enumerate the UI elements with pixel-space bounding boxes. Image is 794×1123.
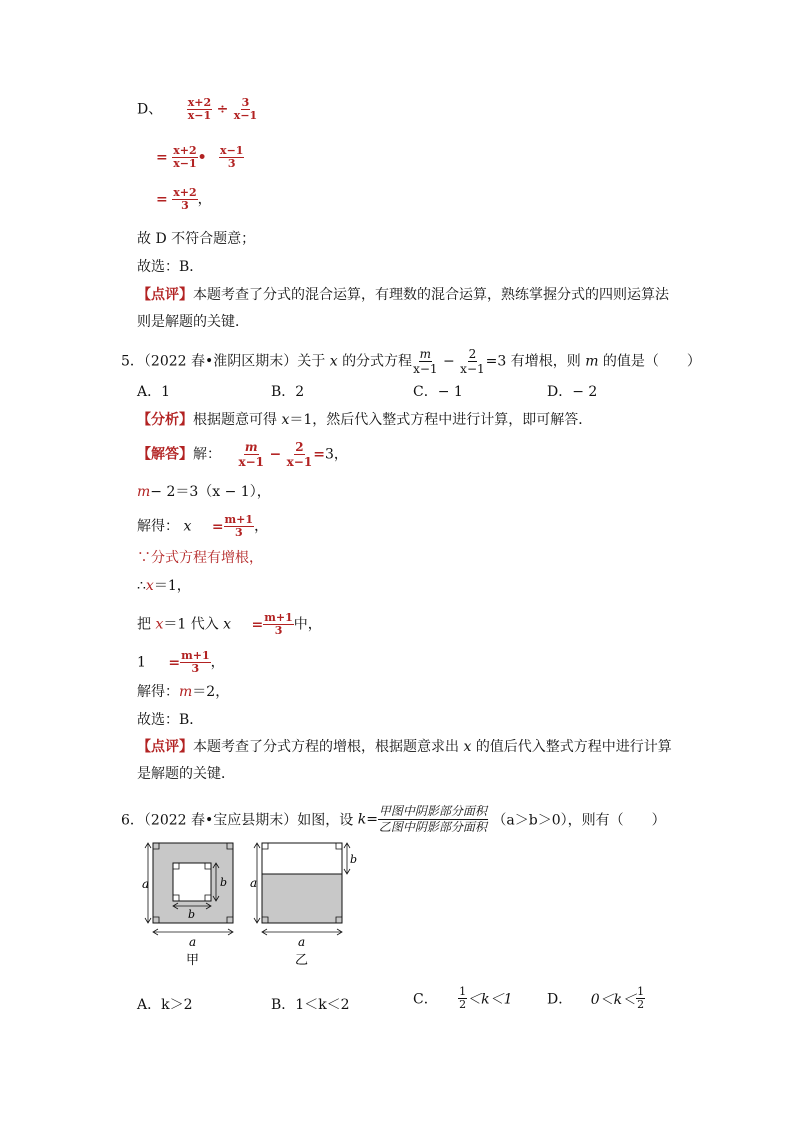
comment-tag: 【点评】 — [137, 287, 193, 303]
fraction: $\frac{x+2}{x-1}$ — [187, 96, 212, 122]
q6-option-c[interactable]: C． $\frac{1}{2}$ ＜k＜1 — [413, 985, 513, 1011]
q5-because: ∵分式方程有增根， — [137, 550, 263, 566]
q6-option-a[interactable]: A．k＞2 — [137, 997, 193, 1013]
q5-therefore: ∴x＝1， — [137, 578, 191, 594]
q5-option-b[interactable]: B．2 — [271, 384, 305, 400]
q5-option-a[interactable]: A．1 — [137, 384, 171, 400]
fig2-label-b: b — [350, 853, 358, 866]
fig1-label-a-left: a — [142, 877, 150, 891]
q6-option-b[interactable]: B．1＜k＜2 — [271, 997, 350, 1013]
q5-option-d[interactable]: D．− 2 — [547, 384, 598, 400]
q5-comment: 【点评】本题考查了分式方程的增根，根据题意求出 x 的值后代入整式方程中进行计算 — [137, 739, 672, 755]
fig1-label-a-bottom: a — [189, 935, 197, 949]
q5-solve-x: 解得： x = $\frac{m+1}{3}$ ， — [137, 513, 269, 539]
fraction: $\frac{m}{x-1}$ — [238, 440, 265, 469]
fraction: $\frac{2}{x-1}$ — [286, 440, 313, 469]
fraction: $\frac{m+1}{3}$ — [224, 513, 254, 539]
q4-choice: 故选：B． — [137, 259, 204, 275]
q5-solution-line: 【解答】解： $\frac{m}{x-1}$ − $\frac{2}{x-1}$ =3， — [137, 440, 348, 469]
fig2-label-a-left: a — [250, 876, 258, 890]
q4-comment-line2: 则是解题的关键． — [137, 314, 249, 330]
fig2-shaded-rect — [262, 874, 342, 923]
q5-substitute: 把 x＝1 代入 x = $\frac{m+1}{3}$ 中， — [137, 611, 322, 637]
fig1-caption: 甲 — [186, 953, 200, 968]
q4-conclusion: 故 D 不符合题意； — [137, 231, 256, 247]
q6-option-d[interactable]: D． 0＜k＜ $\frac{1}{2}$ — [547, 985, 645, 1011]
fig2-caption: 乙 — [295, 953, 309, 968]
fig2-label-a-bottom: a — [298, 935, 306, 949]
q5-analysis: 【分析】根据题意可得 x＝1，然后代入整式方程中进行计算，即可解答． — [137, 412, 593, 428]
fraction: $\frac{1}{2}$ — [637, 985, 645, 1011]
q5-integer-equation: m− 2＝3（x − 1）， — [137, 484, 271, 500]
q4-comment: 【点评】本题考查了分式的混合运算，有理数的混合运算，熟练掌握分式的四则运算法 — [137, 287, 669, 303]
fraction: $\frac{x+2}{x-1}$ — [173, 144, 197, 170]
q5-one-eq: 1 = $\frac{m+1}{3}$ ， — [137, 649, 225, 675]
fig1-label-b-bottom: b — [188, 908, 196, 921]
q4-step-1: = $\frac{x+2}{x-1}$ • $\frac{x-1}{3}$ — [156, 144, 244, 170]
fraction: $\frac{x-1}{3}$ — [220, 144, 244, 170]
q5-option-c[interactable]: C．− 1 — [413, 384, 463, 400]
q6-stem: 6．（2022 春•宝应县期末）如图，设 k= $\frac{\text{甲图中阴影部分面积}}{\text{乙图中阴影部分面积}}$ （a＞b＞0），则有（ ） — [121, 804, 666, 834]
fraction: $\frac{x+2}{3}$ — [173, 186, 197, 212]
q5-comment-line2: 是解题的关键． — [137, 766, 235, 782]
fraction: $\frac{\text{甲图中阴影部分面积}}{\text{乙图中阴影部分面积}}$ — [378, 804, 487, 834]
q6-figures — [136, 838, 376, 973]
fraction: $\frac{1}{2}$ — [459, 985, 467, 1011]
q5-stem: 5．（2022 春•淮阴区期末）关于 x 的分式方程 $\frac{m}{x-1}$ − $\frac{2}{x-1}$ =3 有增根，则 m 的值是（ ） — [121, 347, 701, 376]
fraction: $\frac{m+1}{3}$ — [264, 611, 293, 637]
fraction: $\frac{m}{x-1}$ — [413, 347, 438, 376]
q5-choice: 故选：B． — [137, 712, 204, 728]
fraction: $\frac{m+1}{3}$ — [181, 649, 210, 675]
fig1-label-b-right: b — [220, 876, 228, 889]
fraction: $\frac{3}{x-1}$ — [233, 96, 258, 122]
q5-result: 解得：m＝2， — [137, 684, 230, 700]
q4-step-2: = $\frac{x+2}{3}$ ， — [156, 186, 212, 212]
q4-option-d: D、 $\frac{x+2}{x-1}$ ÷ $\frac{3}{x-1}$ — [137, 96, 258, 122]
option-d-label: D、 — [137, 101, 163, 118]
fraction: $\frac{2}{x-1}$ — [460, 347, 485, 376]
